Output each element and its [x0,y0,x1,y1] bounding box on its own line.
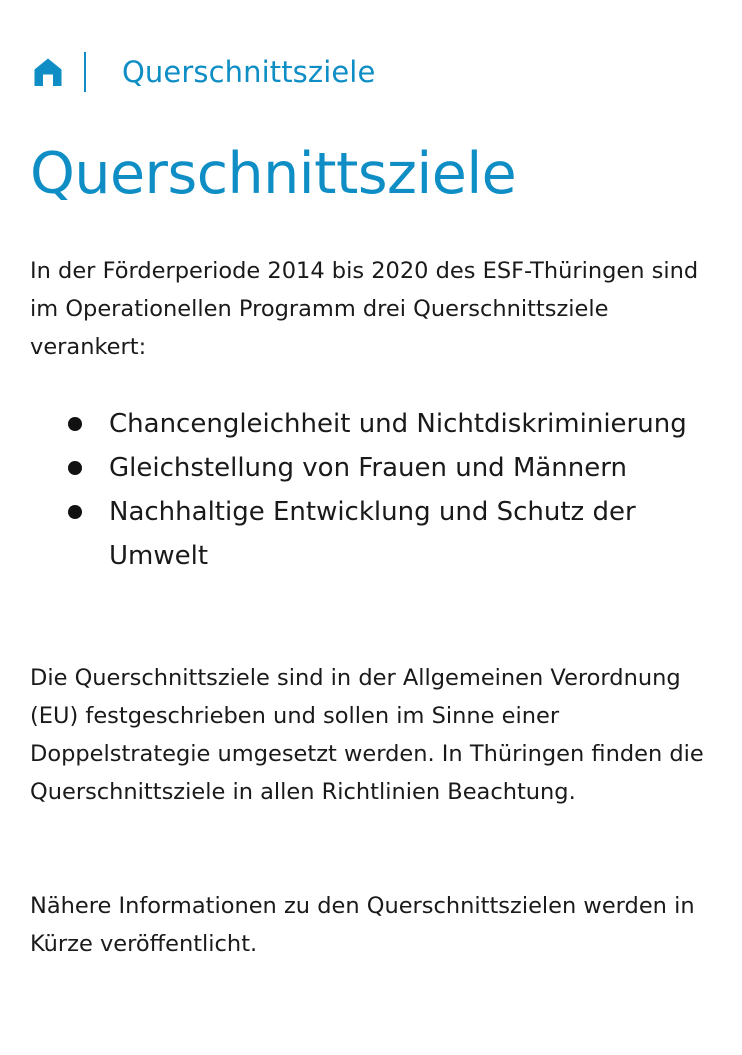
list-item-text: Nachhaltige Entwicklung und Schutz der Umwelt [109,497,636,571]
breadcrumb-separator [84,52,86,92]
info-paragraph: Nähere Informationen zu den Querschnittszielen werden in Kürze veröffentlicht. [30,893,695,957]
home-link[interactable] [30,50,66,94]
bullet-icon [68,461,82,475]
bullet-icon [68,417,82,431]
list-item [30,402,720,446]
list-item-text: Chancengleichheit und Nichtdiskriminierung [109,409,687,439]
intro-paragraph: In der Förderperiode 2014 bis 2020 des ESF-Thüringen sind im Operationellen Programm drei Querschnittsziele verankert: [30,258,699,360]
page-title: Querschnittsziele [30,141,517,207]
home-icon [33,57,63,87]
bullet-icon [68,505,82,519]
body-paragraph: Die Querschnittsziele sind in der Allgemeinen Verordnung (EU) festgeschrieben und sollen im Sinne einer Doppelstrategie umgesetzt werden. In Thüringen finden die Querschnittsziele in allen Richtlinien Beachtung. [30,665,704,805]
breadcrumb-current[interactable]: Querschnittsziele [122,55,376,89]
goals-list [30,402,720,578]
list-item-text: Gleichstellung von Frauen und Männern [109,453,627,483]
breadcrumb [30,50,375,94]
list-item [30,490,720,578]
list-item [30,446,720,490]
